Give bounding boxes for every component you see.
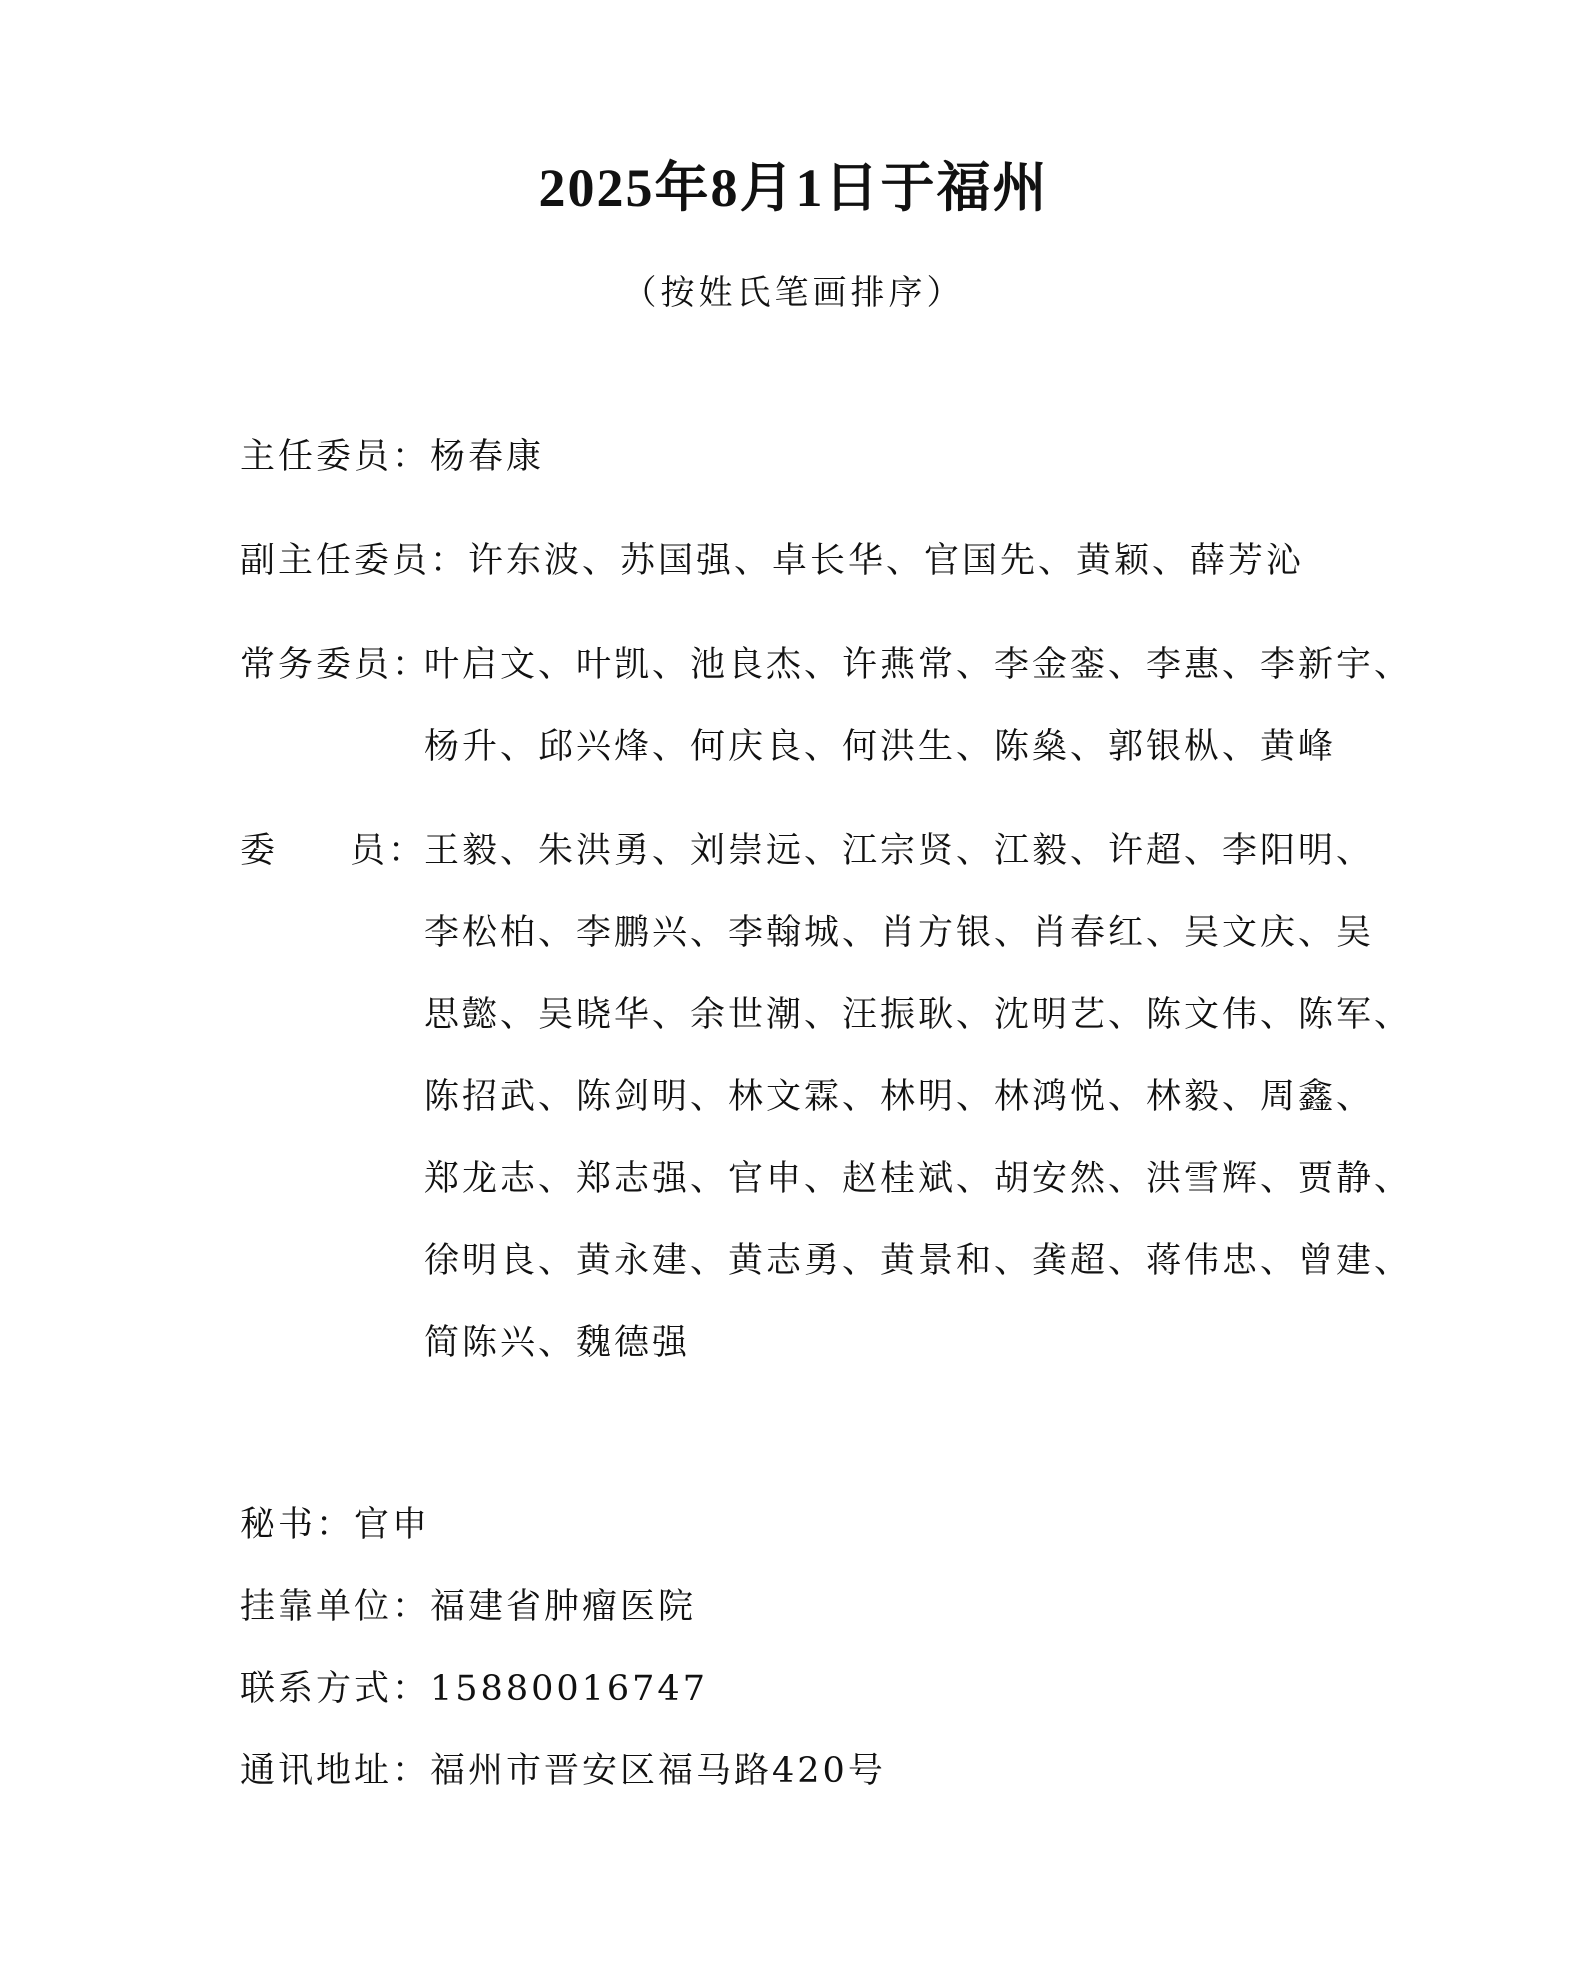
secretary-label: 秘书：	[240, 1505, 355, 1545]
members-label-first: 委	[240, 831, 276, 871]
address-row	[240, 1746, 886, 1796]
contact-value: 15880016747	[430, 1669, 708, 1709]
standing-row	[240, 640, 430, 690]
vice-chairs-label: 副主任委员：	[240, 541, 469, 581]
standing-line: 叶启文、叶凯、池良杰、许燕常、李金銮、李惠、李新宇、	[424, 645, 1413, 685]
members-line: 陈招武、陈剑明、林文霖、林明、林鸿悦、林毅、周鑫、	[424, 1077, 1375, 1117]
address-value: 福州市晋安区福马路420号	[430, 1751, 886, 1791]
members-line: 简陈兴、魏德强	[424, 1323, 691, 1363]
vice-chairs-names: 许东波、苏国强、卓长华、官国先、黄颖、薛芳沁	[468, 541, 1305, 581]
chair-label: 主任委员：	[240, 437, 431, 477]
standing-label: 常务委员：	[240, 645, 431, 685]
chair-row	[240, 432, 544, 482]
address-label: 通讯地址：	[240, 1751, 431, 1791]
members-label-second: 员：	[350, 831, 427, 871]
host-unit-label: 挂靠单位：	[240, 1587, 431, 1627]
members-line: 思懿、吴晓华、余世潮、汪振耿、沈明艺、陈文伟、陈军、	[424, 995, 1413, 1035]
page-subtitle: （按姓氏笔画排序）	[622, 273, 965, 313]
secretary-row	[240, 1500, 430, 1550]
members-line: 郑龙志、郑志强、官申、赵桂斌、胡安然、洪雪辉、贾静、	[424, 1159, 1413, 1199]
page-title: 2025年8月1日于福州	[538, 158, 1049, 218]
standing-line: 杨升、邱兴烽、何庆良、何洪生、陈燊、郭银枞、黄峰	[424, 727, 1337, 767]
members-line: 李松柏、李鹏兴、李翰城、肖方银、肖春红、吴文庆、吴	[424, 913, 1375, 953]
chair-names: 杨春康	[430, 437, 545, 477]
host-unit-value: 福建省肿瘤医院	[430, 1587, 697, 1627]
secretary-value: 官申	[354, 1505, 431, 1545]
host-unit-row	[240, 1582, 696, 1632]
vice-chairs-row	[240, 536, 1304, 586]
members-line: 王毅、朱洪勇、刘崇远、江宗贤、江毅、许超、李阳明、	[424, 831, 1375, 871]
contact-label: 联系方式：	[240, 1669, 431, 1709]
members-line: 徐明良、黄永建、黄志勇、黄景和、龚超、蒋伟忠、曾建、	[424, 1241, 1413, 1281]
contact-row	[240, 1664, 708, 1714]
